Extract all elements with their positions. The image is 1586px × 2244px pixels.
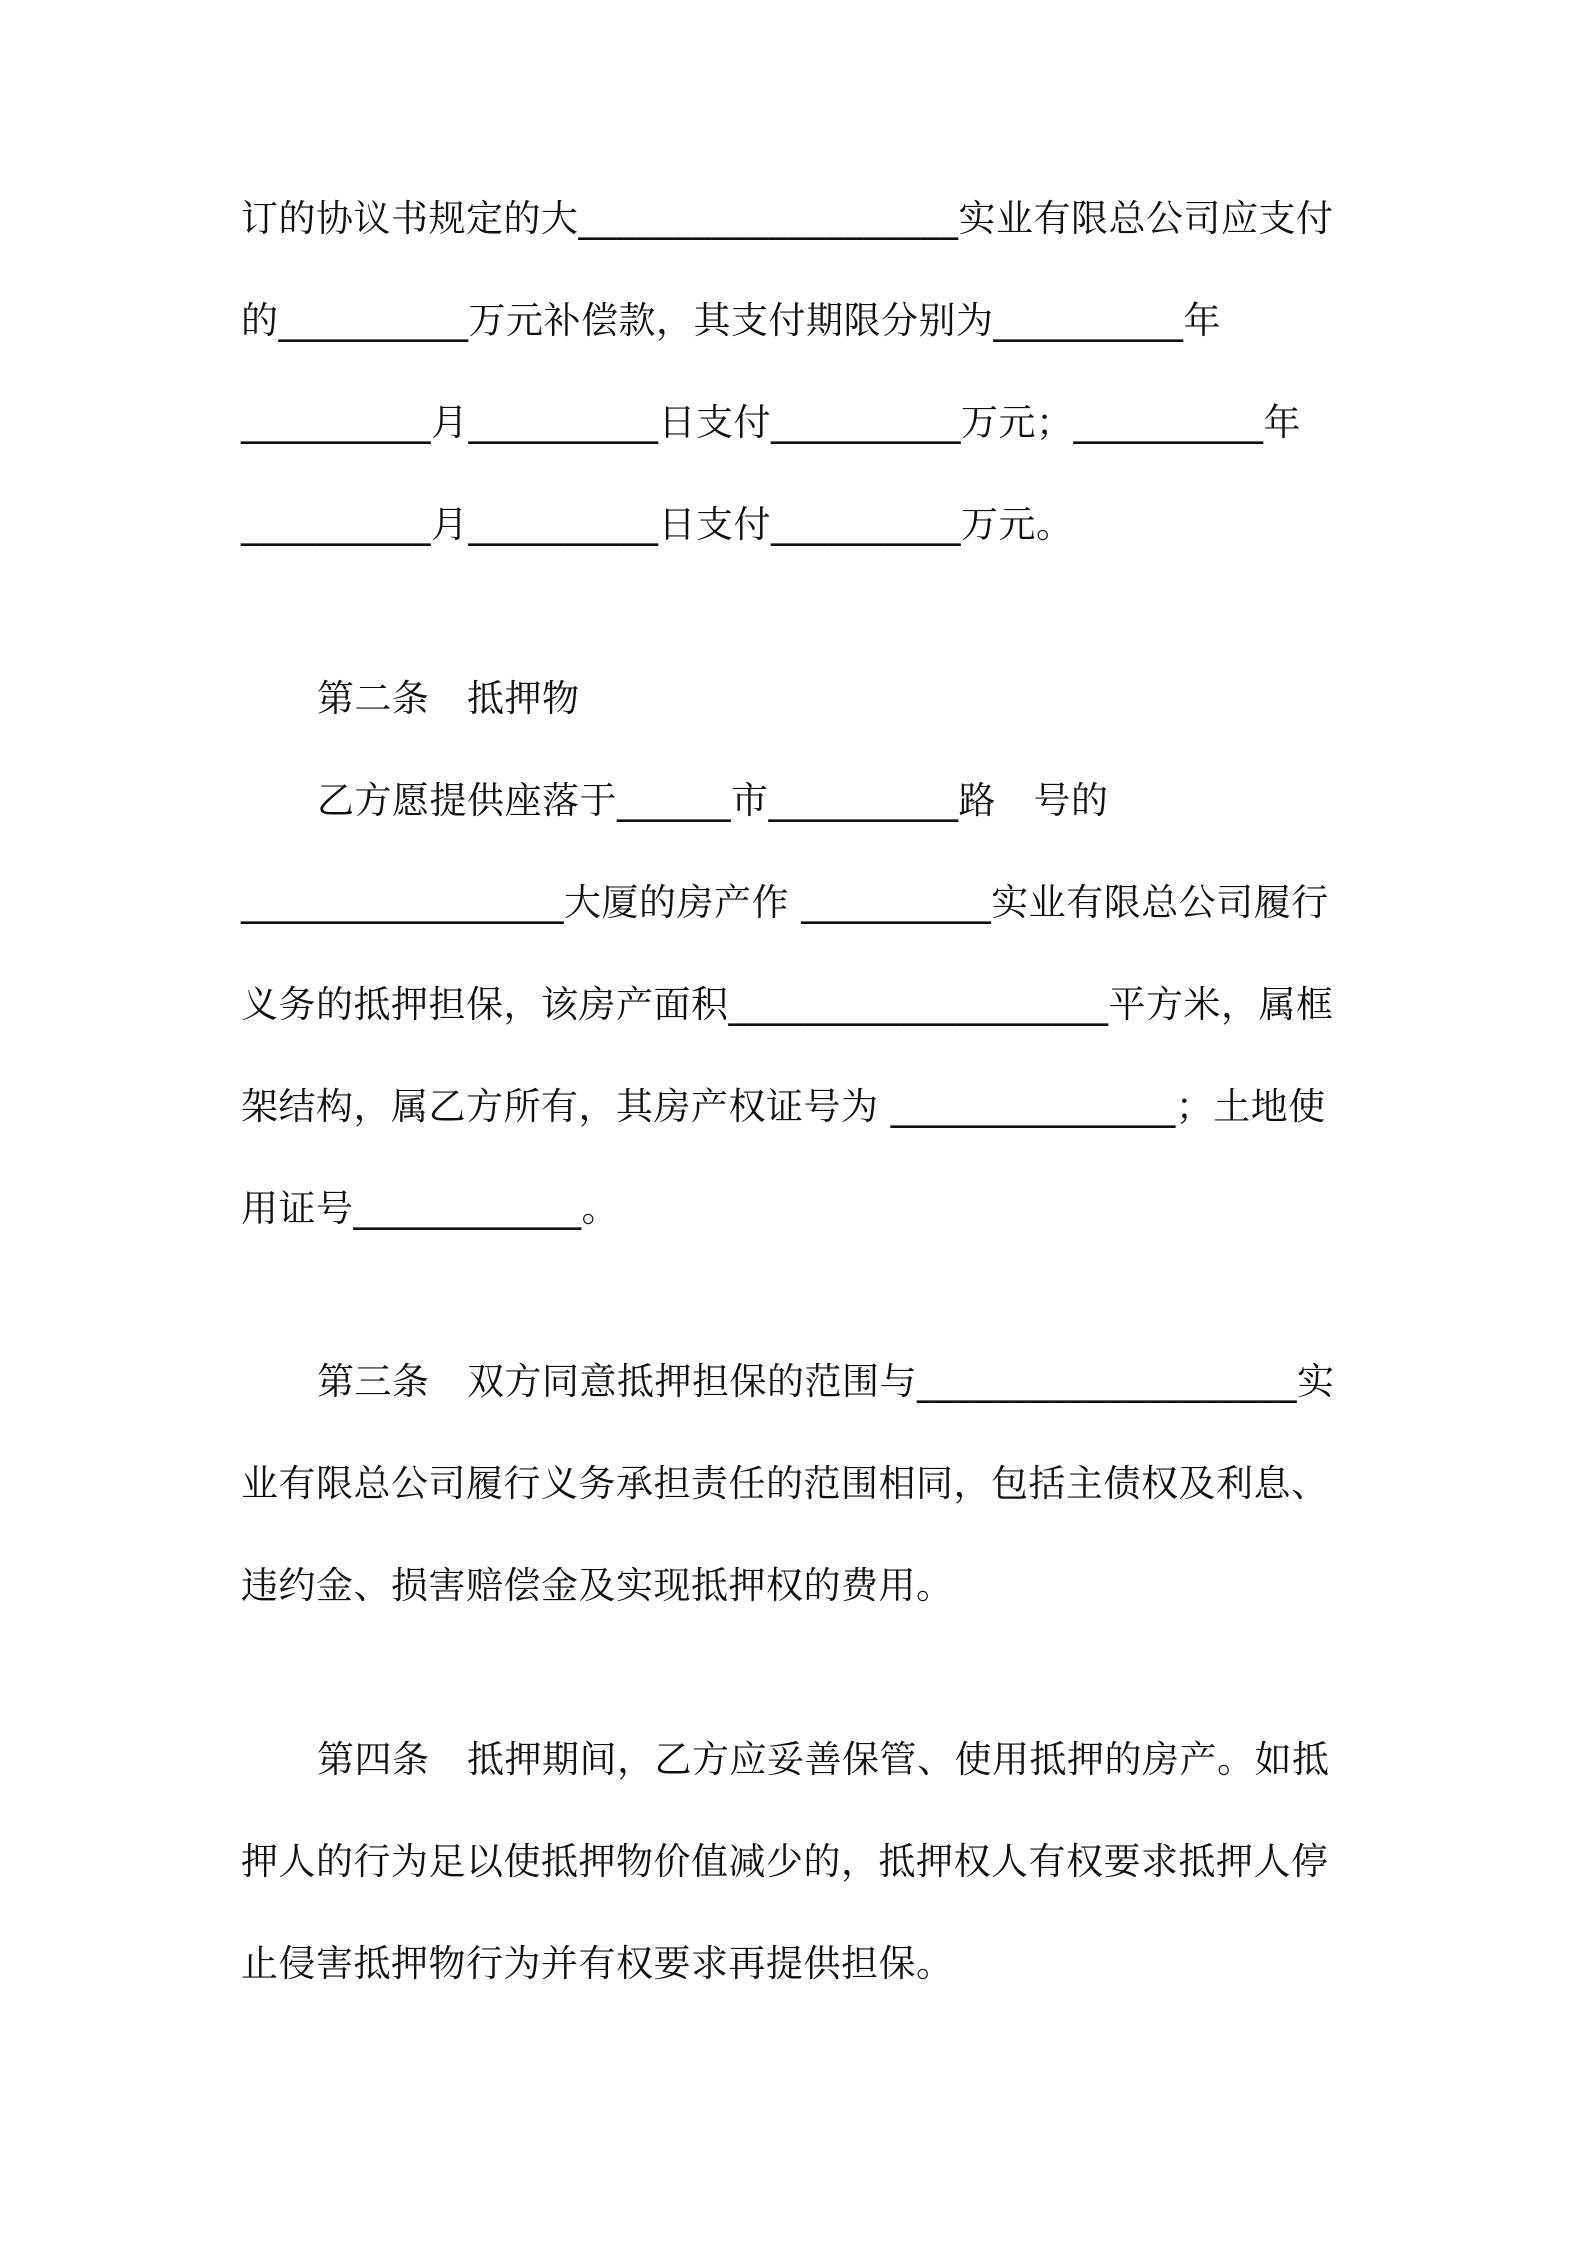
text-line: 押人的行为足以使抵押物价值减少的，抵押权人有权要求抵押人停 bbox=[241, 1840, 1329, 1883]
text-line: 架结构，属乙方所有，其房产权证号为 _______________；土地使 bbox=[241, 1085, 1326, 1128]
article-2-heading: 第二条 抵押物 bbox=[317, 677, 580, 720]
text-line: 止侵害抵押物行为并有权要求再提供担保。 bbox=[241, 1942, 954, 1985]
text-line: 乙方愿提供座落于______市__________路 号的 bbox=[317, 779, 1109, 822]
text-line: __________月__________日支付__________万元。 bbox=[241, 503, 1074, 546]
article-3-start: 第三条 双方同意抵押担保的范围与____________________实 bbox=[317, 1360, 1335, 1403]
article-4-start: 第四条 抵押期间，乙方应妥善保管、使用抵押的房产。如抵 bbox=[317, 1738, 1330, 1781]
text-line: _________________大厦的房产作 __________实业有限总公司履行 bbox=[241, 881, 1329, 924]
text-line: 违约金、损害赔偿金及实现抵押权的费用。 bbox=[241, 1564, 954, 1607]
text-line: __________月__________日支付__________万元；__________年 bbox=[241, 401, 1301, 444]
text-line: 的__________万元补偿款，其支付期限分别为__________年 bbox=[241, 299, 1221, 342]
text-line: 用证号____________。 bbox=[241, 1187, 619, 1230]
text-line: 义务的抵押担保，该房产面积____________________平方米，属框 bbox=[241, 983, 1334, 1026]
text-line: 业有限总公司履行义务承担责任的范围相同，包括主债权及利息、 bbox=[241, 1462, 1329, 1505]
text-line: 订的协议书规定的大____________________实业有限总公司应支付 bbox=[241, 197, 1334, 240]
